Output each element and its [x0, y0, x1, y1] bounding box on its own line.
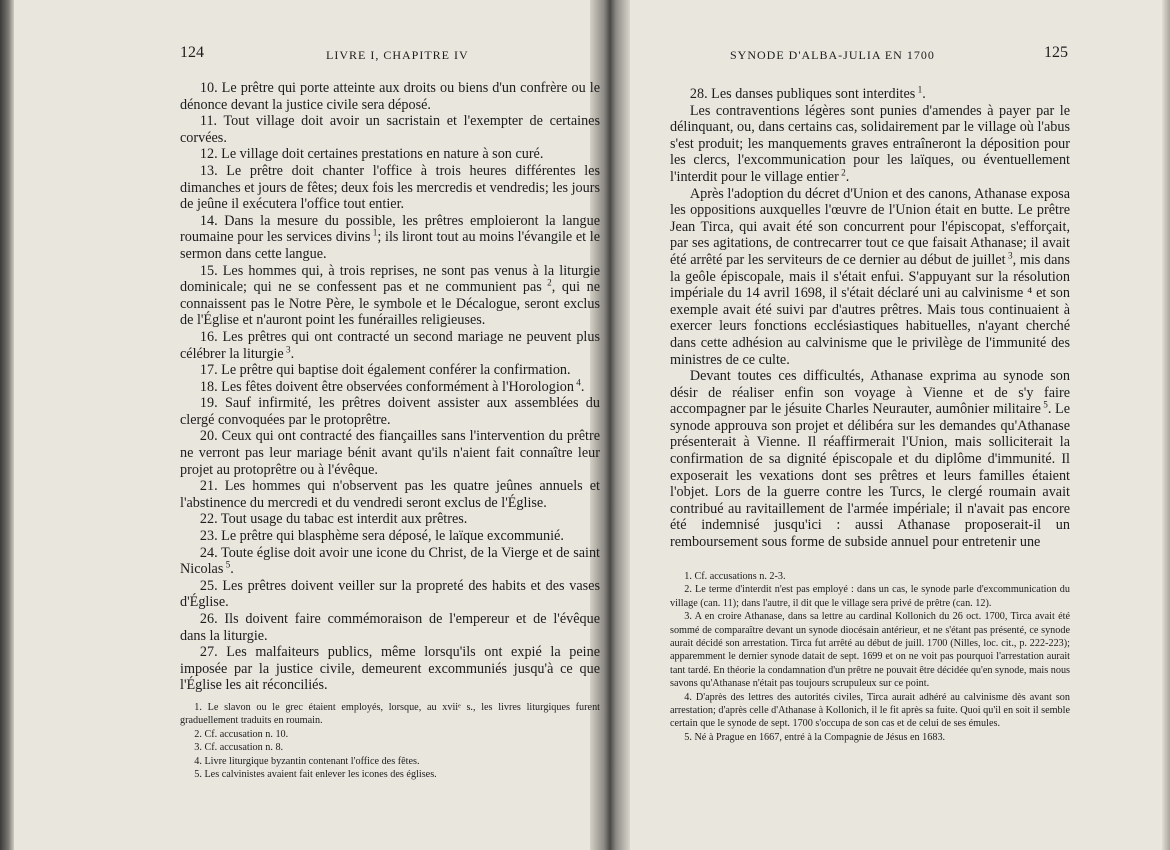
paragraph [180, 362, 600, 379]
paragraph-text-cont: ; ils liront tout au moins l'évangile et le sermon dans cette langue. [180, 229, 600, 262]
paragraph [670, 86, 1070, 103]
paragraph-text: 15. Les hommes qui, à trois reprises, ne sont pas venus à la liturgie dominicale; qui ne se confessent pas et ne communient pas [180, 262, 600, 296]
paragraph [180, 511, 600, 528]
paragraph [180, 376, 600, 396]
paragraph [180, 545, 600, 578]
paragraph [180, 428, 600, 478]
footnote: 1. Le slavon ou le grec étaient employés, lorsque, au xviiᵉ s., les livres liturgiques furent graduellement traduits en roumain. [180, 702, 600, 727]
paragraph-text: 13. Le prêtre doit chanter l'office à trois heures différentes les dimanches et jours de fêtes; deux fois les mercredis et vendredis; les jours de jeûne il exécutera l'office tout entier. [180, 162, 600, 213]
footnote: 1. Cf. accusations n. 2-3. [684, 571, 786, 582]
paragraph-text: 26. Ils doivent faire commémoraison de l'empereur et de l'évêque dans la liturgie. [180, 611, 600, 644]
paragraph [180, 611, 600, 644]
paragraph [180, 146, 600, 163]
footnote-ref: 1 [370, 227, 378, 238]
paragraph-text-cont: . Le synode approuva son projet et délibéra sur les demandes qu'Athanase présenterait à Vienne. Il réaffirmerait l'Union, mais solliciterait la confirmation de sa dignité épiscopale et du diplôme d'immunité. Il exposerait les vexations dont ses prêtres et leurs familles étaient l'objet. Lors de la guerre contre les Turcs, le clergé roumain avait contribué au ravitaillement de l'armée impériale; il n'avait pas encore été indemnisé jusqu'ici : aussi Athanase proposerait-il un remboursement sous forme de subside annuel pour entretenir une [670, 401, 1071, 551]
paragraph-text: 20. Ceux qui ont contracté des fiançailles sans l'intervention du prêtre ne verront pas leur mariage bénit avant qu'ils n'aient fait connaître leur projet au protoprêtre ou à l'évêque. [180, 428, 600, 478]
footnote: 2. Le terme d'interdit n'est pas employé : dans un cas, le synode parle d'excommunication du village (can. 11); dans l'autre, il dit que le village sera privé de prêtre (can. 12). [670, 584, 1070, 609]
paragraph [180, 395, 600, 428]
paragraph [180, 528, 600, 545]
paragraph-text-cont: . [922, 86, 926, 102]
paragraph-text-cont: , qui ne connaissent pas le Notre Père, le symbole et le Décalogue, seront exclus de l'Église et n'auront point les funérailles religieuses. [180, 279, 600, 329]
footnote-ref: 4 [573, 376, 581, 387]
paragraph-text: 18. Les fêtes doivent être observées conformément à l'Horologion [199, 378, 574, 395]
paragraph-text: 28. Les danses publiques sont interdites [689, 86, 916, 102]
paragraph [180, 644, 600, 694]
footnote-ref: 2 [838, 167, 846, 178]
paragraph-text-cont: . [290, 345, 295, 362]
paragraph-text-cont: . [230, 561, 234, 578]
page-number: 125 [1044, 44, 1068, 61]
footnote: 3. Cf. accusation n. 8. [194, 742, 284, 754]
body-text [670, 86, 1070, 551]
paragraph [180, 113, 600, 146]
paragraph [180, 163, 600, 213]
footnotes [180, 701, 600, 781]
paragraph-text-cont: . [580, 378, 585, 395]
paragraph [670, 186, 1070, 369]
paragraph-text: 23. Le prêtre qui blasphème sera déposé, le laïque excommunié. [199, 528, 564, 545]
paragraph-text: 11. Tout village doit avoir un sacristain et l'exempter de certaines corvées. [180, 113, 600, 146]
body-text [180, 80, 600, 694]
footnote: 5. Né à Prague en 1667, entré à la Compagnie de Jésus en 1683. [684, 731, 946, 743]
page-number: 124 [180, 44, 204, 61]
footnotes [670, 570, 1070, 744]
footnote-ref: 5 [1040, 399, 1048, 410]
footnote: 4. Livre liturgique byzantin contenant l'office des fêtes. [194, 755, 420, 767]
paragraph-text: Après l'adoption du décret d'Union et des canons, Athanase exposa les oppositions auxquelles l'œuvre de l'Union était en butte. Le prêtre Jean Tirca, qui avait été son concurrent pour l'épiscopat, s'efforçait, par ses agitations, de contrecarrer tout ce que faisait Athanase; il avait été arrêté par les serviteurs de ce dernier au début de juillet [670, 185, 1070, 268]
paragraph-text: 14. Dans la mesure du possible, les prêtres emploieront la langue roumaine pour les services divins [180, 212, 600, 246]
running-head: SYNODE D'ALBA-JULIA EN 1700 [730, 48, 935, 62]
page-edge-right [1162, 0, 1170, 850]
paragraph-text: 10. Le prêtre qui porte atteinte aux droits ou biens d'un confrère ou le dénonce devant la justice civile sera déposé. [180, 80, 600, 113]
footnote: 4. D'après des lettres des autorités civiles, Tirca aurait adhéré au calvinisme dès avant son arrestation; d'après celle d'Athanase à Kollonich, il le fit après sa fuite. Quoi qu'il en soit il semble certain que le synode de sept. 1700 s'occupa de son cas et de celui de ses émules. [670, 691, 1070, 730]
footnote: 3. A en croire Athanase, dans sa lettre au cardinal Kollonich du 26 oct. 1700, Tirca avait été sommé de comparaître devant un synode diocésain antérieur, et ne s'étant pas présenté, ce synode aurait décidé son arrestation. Tirca fut arrêté au début de juill. 1700 (Nilles, loc. cit., p. 222-223); apparemment le dernier synode datait de sept. 1699 et on ne voit pas pourquoi l'arrestation aurait tant tardé. En théorie la condamnation d'un prêtre ne pouvait être décidée qu'en synode, mais nous savons qu'Athanase n'était pas toujours scrupuleux sur ce point. [670, 611, 1070, 690]
paragraph [670, 368, 1070, 551]
paragraph-text: Les contraventions légères sont punies d'amendes à payer par le délinquant, ou, dans certains cas, solidairement par le village où l'abus s'est produit; les manquements graves entraîneront la déposition pour les clercs, l'excommunication pour les laïques, ou éventuellement l'interdit pour le village entier [670, 102, 1070, 185]
paragraph [670, 103, 1070, 186]
paragraph-text-cont: . [845, 168, 850, 185]
footnote: 2. Cf. accusation n. 10. [194, 728, 289, 740]
footnote-ref: 2 [541, 277, 552, 288]
paragraph-text: 19. Sauf infirmité, les prêtres doivent assister aux assemblées du clergé convoquées par le protoprêtre. [180, 395, 600, 428]
paragraph [180, 80, 600, 113]
footnote-ref: 1 [915, 84, 923, 95]
left-page [14, 0, 600, 850]
right-page [630, 0, 1162, 850]
paragraph-text: Devant toutes ces difficultés, Athanase exprima au synode son désir de réaliser enfin son voyage à Vienne et de s'y faire accompagner par le jésuite Charles Neurauter, aumônier militaire [670, 368, 1070, 418]
paragraph-text: 17. Le prêtre qui baptise doit également conférer la confirmation. [199, 362, 571, 379]
paragraph-text: 21. Les hommes qui n'observent pas les quatre jeûnes annuels et l'abstinence du mercredi et du vendredi seront exclus de l'Église. [180, 478, 600, 511]
page-edge-left [0, 0, 14, 850]
paragraph-text-cont: , mis dans la geôle épiscopale, mais il s'était enfui. S'appuyant sur la résolution impériale du 14 avril 1698, il s'était déclaré uni au calvinisme ⁴ et son exemple avait été suivi par d'autres prêtres. Mais tous continuaient à exercer leurs fonctions ecclésiastiques habituelles, n'ayant cherché dans cette adhésion au calvinisme que le privilège de l'immunité des ministres de ce culte. [670, 251, 1070, 368]
footnote-ref: 3 [283, 343, 291, 354]
footnote-ref: 5 [223, 559, 231, 570]
paragraph-text: 16. Les prêtres qui ont contracté un second mariage ne peuvent plus célébrer la liturgie [180, 328, 600, 362]
paragraph-text: 22. Tout usage du tabac est interdit aux prêtres. [199, 511, 468, 528]
running-head: LIVRE I, CHAPITRE IV [326, 48, 469, 62]
paragraph [180, 329, 600, 362]
paragraph-text: 12. Le village doit certaines prestations en nature à son curé. [199, 146, 544, 163]
paragraph [180, 263, 600, 329]
footnote: 5. Les calvinistes avaient fait enlever les icones des églises. [194, 769, 437, 781]
paragraph [180, 578, 600, 611]
paragraph [180, 478, 600, 511]
paragraph-text: 27. Les malfaiteurs publics, même lorsqu'ils ont expié la peine imposée par la justice civile, demeurent excommuniés jusqu'à ce que l'Église les ait réconciliés. [180, 644, 600, 694]
paragraph-text: 24. Toute église doit avoir une icone du Christ, de la Vierge et de saint Nicolas [180, 544, 600, 578]
footnote-ref: 3 [1005, 250, 1013, 261]
paragraph [180, 213, 600, 263]
paragraph-text: 25. Les prêtres doivent veiller sur la propreté des habits et des vases d'Église. [180, 577, 600, 611]
